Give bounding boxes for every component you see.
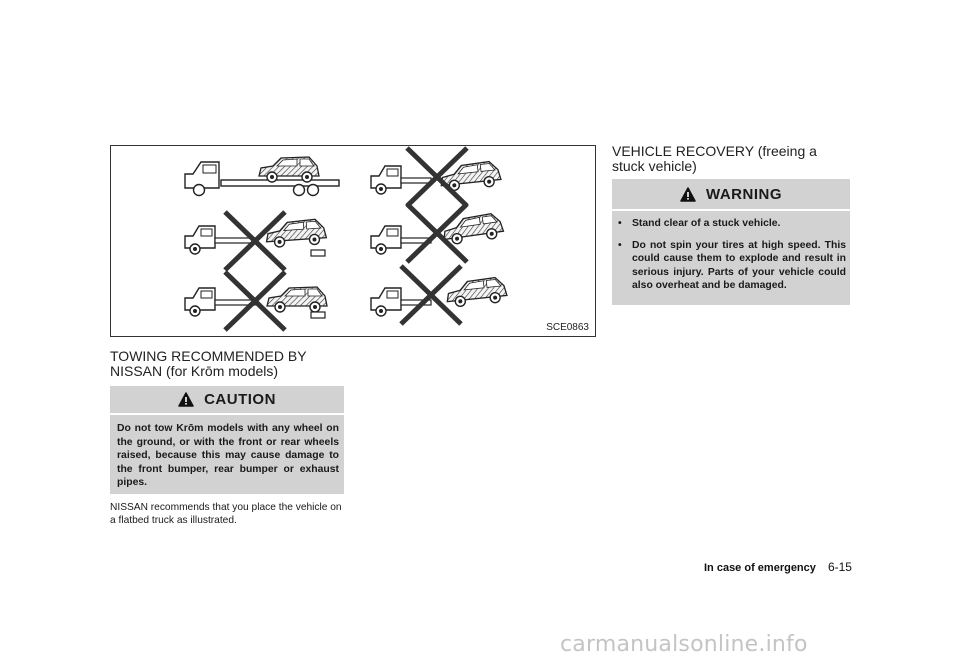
bullet: • <box>618 239 622 251</box>
sling-tow-not-recommended <box>371 266 508 324</box>
warning-label: WARNING <box>706 185 782 203</box>
towing-illustrations <box>111 146 597 338</box>
page-number: 6-15 <box>827 560 852 574</box>
warning-item-text: Stand clear of a stuck vehicle. <box>632 218 781 229</box>
caution-header <box>110 386 344 415</box>
warning-item <box>618 217 846 231</box>
figure-code: SCE0863 <box>546 322 589 333</box>
towing-heading: TOWING RECOMMENDED BY NISSAN (for Krōm models) <box>110 348 307 379</box>
warning-triangle-icon <box>178 392 194 407</box>
rear-lift-not-recommended <box>371 204 504 262</box>
towing-body-text: NISSAN recommends that you place the vehicle on a flatbed truck as illustrated. <box>110 502 342 526</box>
warning-item-text: Do not spin your tires at high speed. This could cause them to explode and result in serious injury. Parts of your vehicle could also overheat and be damaged. <box>632 239 846 291</box>
bullet: • <box>618 218 622 229</box>
section-name: In case of emergency <box>704 562 816 574</box>
caution-box <box>110 386 344 494</box>
warning-header <box>612 179 850 211</box>
flatbed-truck-illustration <box>185 157 339 196</box>
warning-triangle-icon <box>680 187 696 202</box>
warning-box <box>612 179 850 305</box>
dolly-tow-not-recommended <box>185 272 327 330</box>
page-footer <box>704 560 852 574</box>
front-lift-not-recommended <box>185 212 327 270</box>
vehicle-recovery-heading: VEHICLE RECOVERY (freeing a stuck vehicle) <box>612 143 817 174</box>
caution-label: CAUTION <box>204 391 276 408</box>
towing-illustration-figure <box>110 145 596 337</box>
warning-list <box>618 217 846 301</box>
caution-text: Do not tow Krōm models with any wheel on the ground, or with the front or rear wheels raised, because this may cause damage to the front bumper, rear bumper or exhaust pipes. <box>117 423 339 488</box>
warning-item <box>618 239 846 293</box>
watermark: carmanualsonline.info <box>560 632 808 657</box>
wheel-lift-not-recommended <box>371 148 502 206</box>
